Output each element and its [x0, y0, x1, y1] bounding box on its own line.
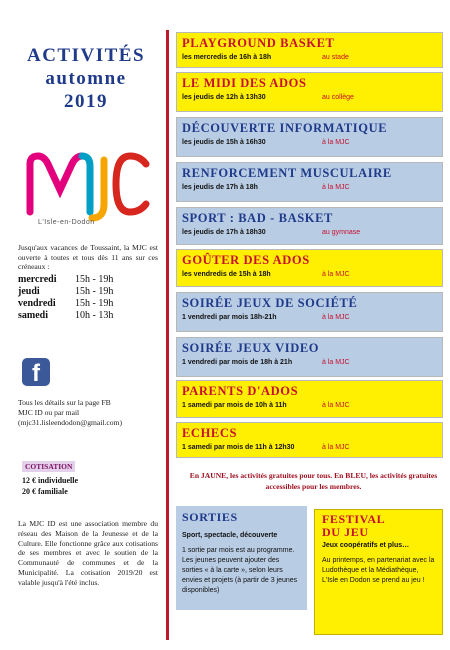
activity-details: [182, 358, 437, 368]
activity-when: les jeudis de 17h à 18h30: [182, 229, 266, 236]
activity-where: à la MJC: [322, 271, 350, 278]
activity-title: SOIRÉE JEUX VIDEO: [182, 341, 320, 355]
activity-when: 1 samedi par mois de 11h à 12h30: [182, 444, 295, 451]
contact-line: Tous les détails sur la page FB: [18, 398, 111, 407]
activity-details: [182, 228, 437, 238]
activity-card: [176, 249, 443, 287]
activity-card: [176, 32, 443, 68]
activity-when: les mercredis de 16h à 18h: [182, 54, 272, 61]
cotisation-line: 20 € familiale: [22, 486, 68, 496]
activity-where: à la MJC: [322, 184, 350, 191]
left-column: [0, 0, 160, 650]
title-line: 2019: [64, 91, 108, 112]
activity-title: DÉCOUVERTE INFORMATIQUE: [182, 121, 388, 135]
festival-title-line: DU JEU: [322, 525, 369, 539]
activity-when: les jeudis de 12h à 13h30: [182, 94, 266, 101]
schedule: [18, 274, 158, 322]
festival-title: [322, 513, 435, 539]
intro-text: Jusqu'aux vacances de Toussaint, la MJC est ouverte à toutes et tous dès 11 ans sur ces créneaux :: [18, 243, 158, 272]
activity-card: [176, 162, 443, 202]
activity-when: 1 vendredi par mois 18h-21h: [182, 314, 277, 321]
schedule-day: mercredi: [18, 274, 57, 285]
activity-card: [176, 72, 443, 112]
activity-where: à la MJC: [322, 314, 350, 321]
festival-title-line: FESTIVAL: [322, 512, 386, 526]
activity-title: ECHECS: [182, 426, 238, 440]
festival-body: Au printemps, en partenariat avec la Ludothèque et la Médiathèque, L'Isle en Dodon se prend au jeu !: [322, 557, 435, 584]
activity-details: [182, 138, 437, 148]
activity-card: [176, 380, 443, 418]
activity-title: RENFORCEMENT MUSCULAIRE: [182, 166, 392, 180]
activity-details: [182, 53, 437, 63]
page-title: [16, 44, 156, 113]
schedule-day: samedi: [18, 310, 48, 321]
facebook-icon[interactable]: f: [22, 358, 50, 386]
activity-details: [182, 443, 437, 453]
activity-when: les jeudis de 15h à 16h30: [182, 139, 266, 146]
activity-card: [176, 337, 443, 377]
activity-title: SPORT : BAD - BASKET: [182, 211, 333, 225]
activity-card: [176, 207, 443, 245]
cotisation-line: 12 € individuelle: [22, 476, 79, 485]
schedule-row: [18, 274, 158, 286]
activity-where: à la MJC: [322, 444, 350, 451]
activity-details: [182, 401, 437, 411]
mjc-logo: [22, 146, 152, 226]
activity-when: 1 samedi par mois de 10h à 11h: [182, 402, 287, 409]
activity-details: [182, 270, 437, 280]
festival-subtitle: Jeux coopératifs et plus…: [322, 542, 410, 549]
activity-details: [182, 93, 437, 103]
activity-when: les vendredis de 15h à 18h: [182, 271, 271, 278]
cotisation-label: COTISATION: [22, 461, 75, 472]
schedule-day: vendredi: [18, 298, 56, 309]
activity-where: à la MJC: [322, 359, 350, 366]
activity-details: [182, 183, 437, 193]
schedule-row: [18, 310, 158, 322]
activity-where: au gymnase: [322, 229, 361, 236]
contact-line: MJC ID ou par mail: [18, 407, 80, 417]
activity-card: [176, 117, 443, 157]
association-text: La MJC ID est une association membre du réseau des Maison de la Jeunesse et de la Culture. Elle fonctionne grâce aux cotisations de ses membres et avec le soutien de la Communauté de communes et de la Municipalité. La cotisation 2019/20 est valable jusqu'à l'été inclus.: [18, 519, 158, 587]
schedule-hours: 15h - 19h: [75, 274, 114, 285]
activity-where: au collège: [322, 94, 354, 101]
activity-card: [176, 292, 443, 332]
contact-text: [18, 398, 158, 427]
schedule-hours: 15h - 19h: [75, 286, 114, 297]
activity-card: [176, 422, 443, 458]
title-line: automne: [45, 68, 127, 89]
activity-title: LE MIDI DES ADOS: [182, 76, 307, 90]
schedule-hours: 15h - 19h: [75, 298, 114, 309]
activity-details: [182, 313, 437, 323]
festival-box: [314, 509, 443, 635]
schedule-row: [18, 298, 158, 310]
activity-title: SOIRÉE JEUX DE SOCIÉTÉ: [182, 296, 358, 310]
sorties-subtitle: Sport, spectacle, découverte: [182, 532, 278, 539]
sorties-title: SORTIES: [182, 510, 238, 524]
sorties-box: [176, 506, 307, 610]
activity-where: à la MJC: [322, 402, 350, 409]
logo-subtitle: L'Isle-en-Dodon: [38, 219, 95, 226]
activity-when: les jeudis de 17h à 18h: [182, 184, 258, 191]
schedule-row: [18, 286, 158, 298]
activity-title: PARENTS D'ADOS: [182, 384, 299, 398]
schedule-day: jeudi: [18, 286, 40, 297]
activity-title: GOÛTER DES ADOS: [182, 253, 310, 267]
cotisation-prices: [22, 476, 78, 497]
activity-where: au stade: [322, 54, 349, 61]
schedule-hours: 10h - 13h: [75, 310, 114, 321]
divider: [166, 30, 169, 640]
title-line: ACTIVITÉS: [26, 45, 146, 66]
sorties-body: 1 sortie par mois est au programme. Les jeunes peuvent ajouter des sorties « à la carte », selon leurs envies et projets (à partir de 3 jeunes disponibles): [182, 547, 298, 594]
color-legend: En JAUNE, les activités gratuites pour tous. En BLEU, les activités gratuites accessibles pour les membres.: [189, 471, 438, 491]
activity-where: à la MJC: [322, 139, 350, 146]
email-link[interactable]: (mjc31.lisleendodon@gmail.com): [18, 417, 123, 427]
activity-when: 1 vendredi par mois de 18h à 21h: [182, 359, 293, 366]
activity-title: PLAYGROUND BASKET: [182, 36, 335, 50]
